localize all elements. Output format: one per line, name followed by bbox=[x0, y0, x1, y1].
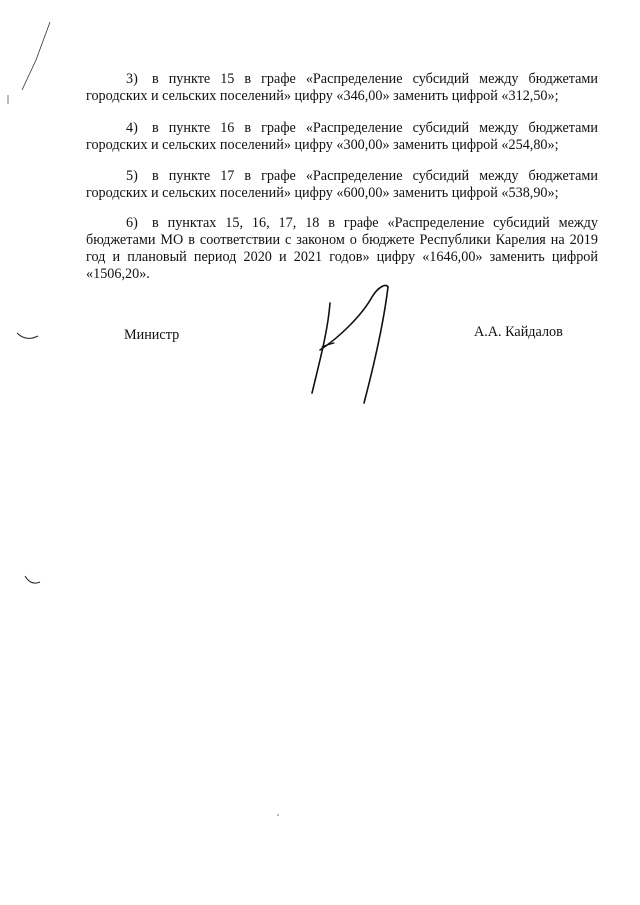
list-item-text: в пункте 16 в графе «Распределение субсидий между бюджетами городских и сельских поселений» цифру «300,00» заменить цифрой «254,80»; bbox=[86, 120, 598, 153]
list-item-number: 5) bbox=[126, 168, 138, 184]
list-item-4 bbox=[86, 120, 598, 154]
list-item-5 bbox=[86, 168, 598, 202]
punch-hole-mark bbox=[22, 574, 52, 590]
list-item-6 bbox=[86, 215, 598, 283]
signatory-name: А.А. Кайдалов bbox=[474, 324, 563, 340]
list-item-text: в пункте 15 в графе «Распределение субсидий между бюджетами городских и сельских поселений» цифру «346,00» заменить цифрой «312,50»; bbox=[86, 71, 598, 104]
punch-hole-mark bbox=[14, 330, 44, 346]
list-item-number: 6) bbox=[126, 215, 138, 231]
scan-stroke-mark bbox=[0, 20, 60, 110]
signatory-title: Министр bbox=[124, 327, 180, 343]
list-item-text: в пункте 17 в графе «Распределение субсидий между бюджетами городских и сельских поселений» цифру «600,00» заменить цифрой «538,90»; bbox=[86, 168, 598, 201]
list-item-number: 4) bbox=[126, 120, 138, 136]
list-item-3 bbox=[86, 71, 598, 105]
list-item-number: 3) bbox=[126, 71, 138, 87]
list-item-text: в пунктах 15, 16, 17, 18 в графе «Распределение субсидий между бюджетами МО в соответствии с законом о бюджете Республики Карелия на 2019 год и плановый период 2020 и 2021 годов» цифру «1646,00» заменить цифрой «1506,20». bbox=[86, 215, 598, 282]
scan-dot-mark bbox=[275, 812, 281, 818]
handwritten-signature bbox=[300, 275, 400, 410]
